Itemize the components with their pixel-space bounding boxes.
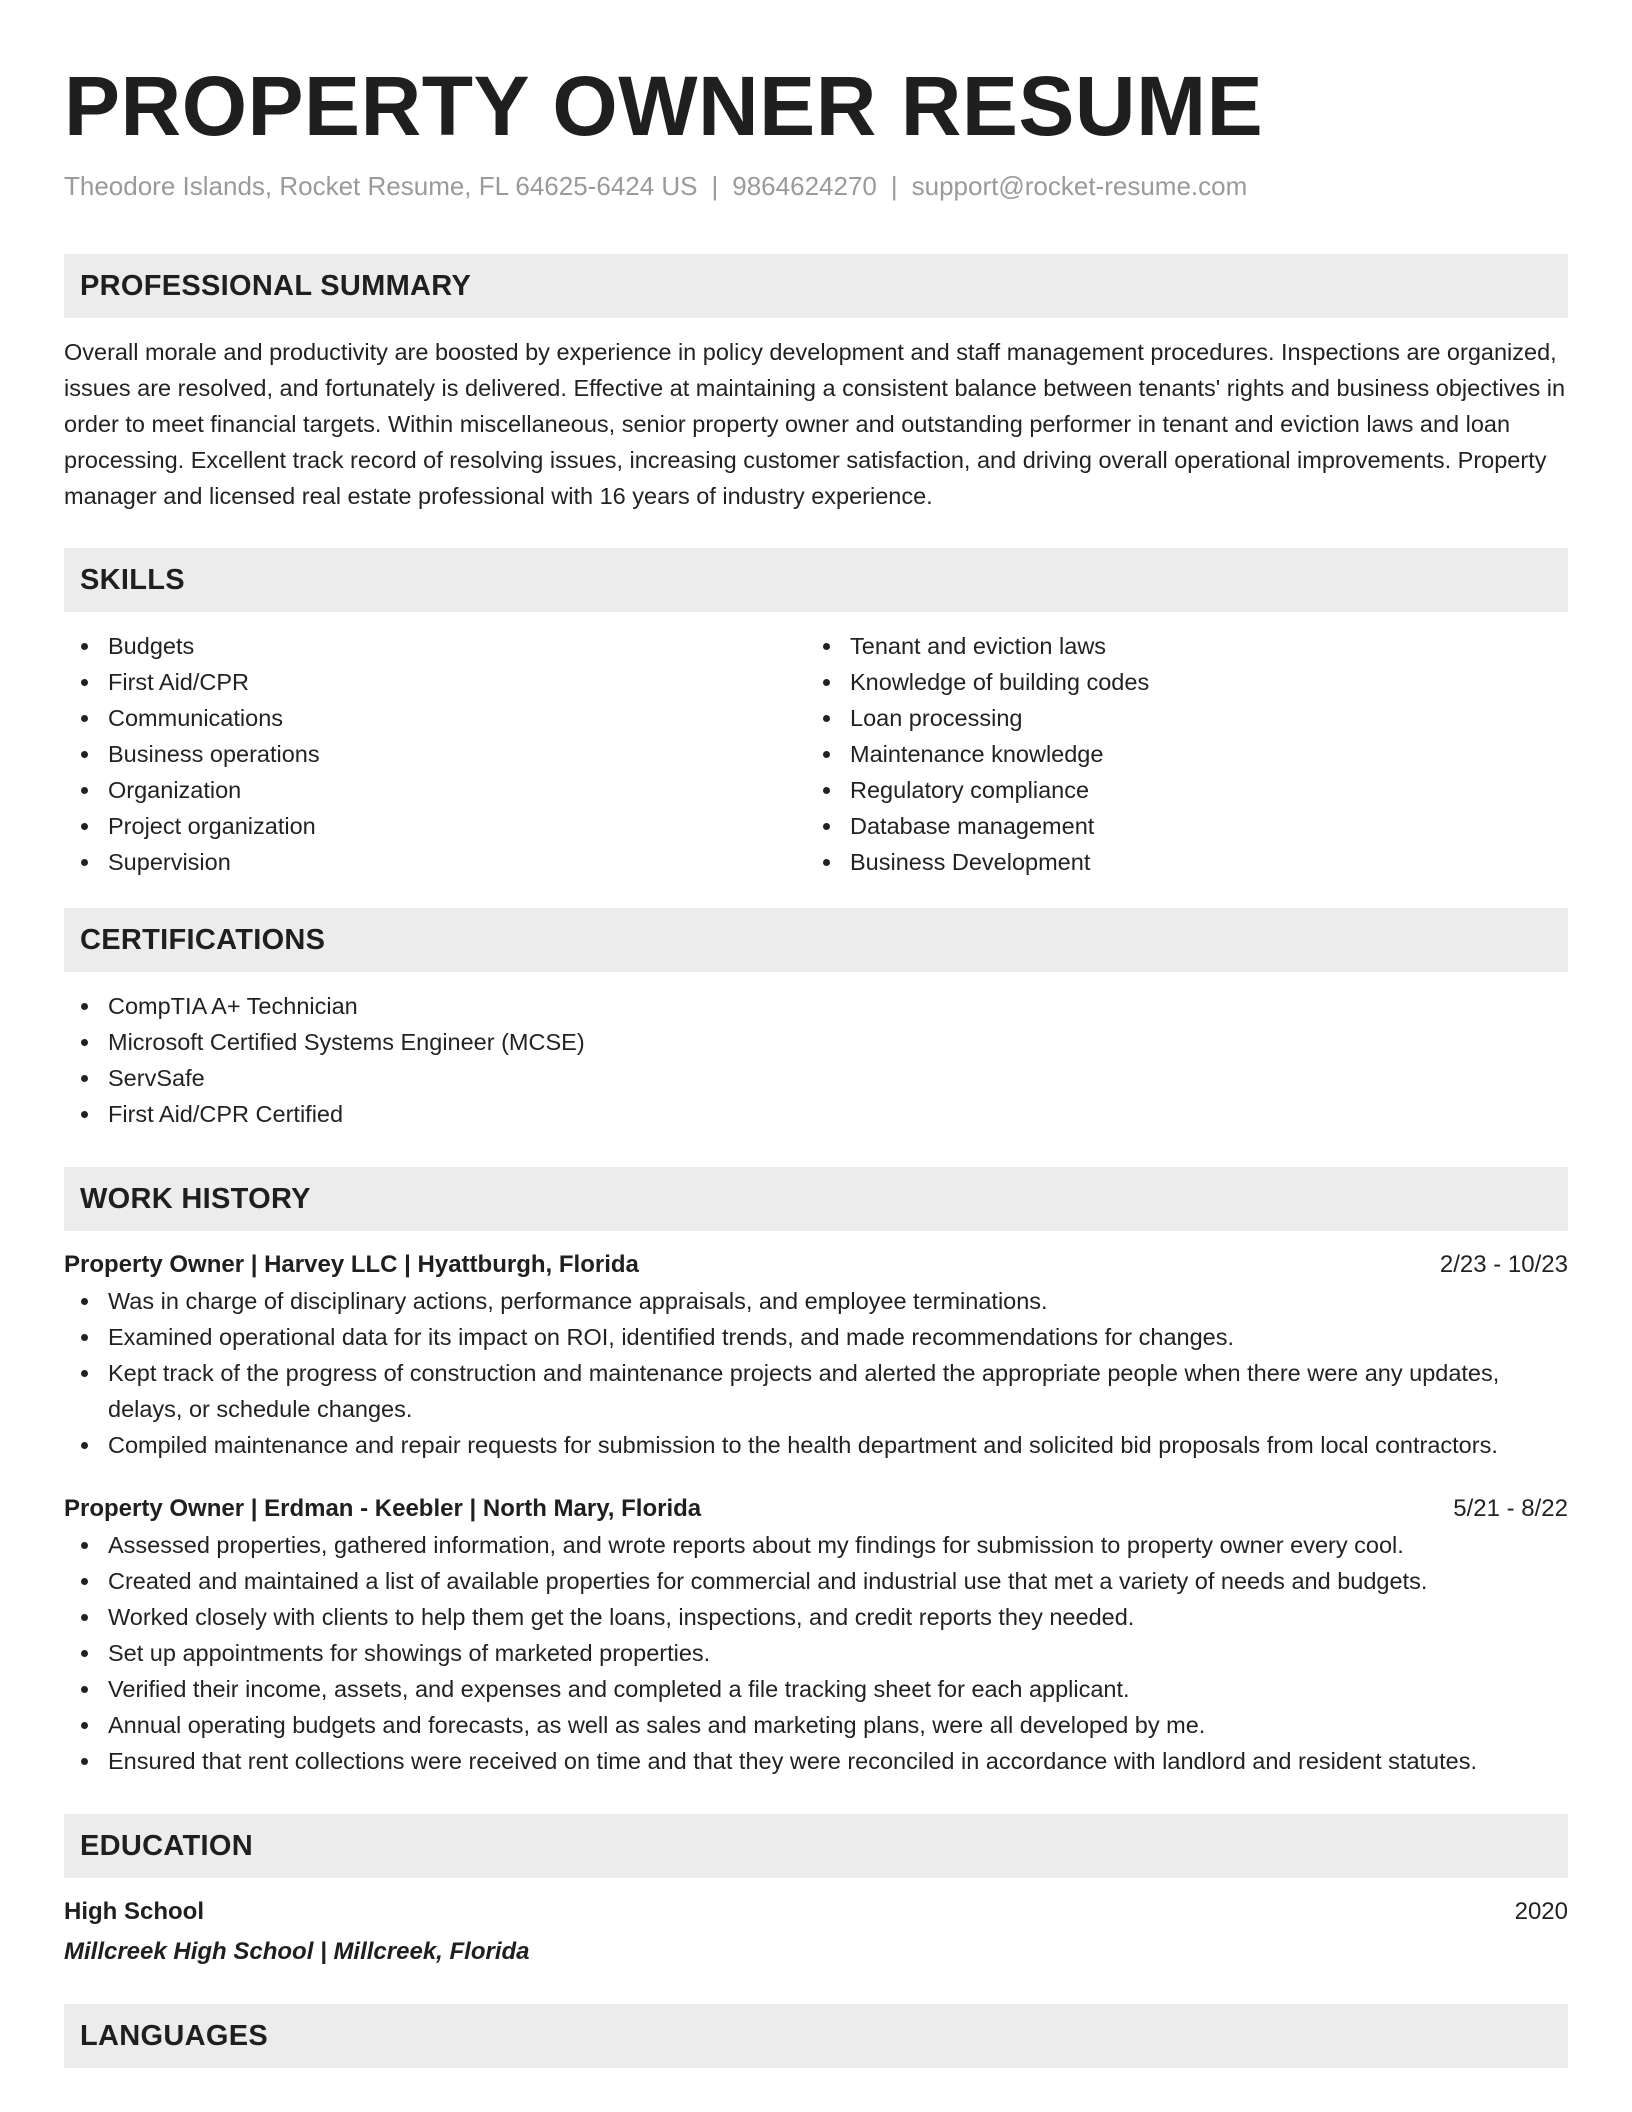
job-header: [64, 1491, 1568, 1527]
languages-section: [64, 2004, 1568, 2068]
job-duty: Examined operational data for its impact on ROI, identified trends, and made recommendations for changes.: [64, 1319, 1568, 1355]
work-history-heading: WORK HISTORY: [64, 1167, 1568, 1231]
skills-list-left: [64, 628, 806, 880]
summary-section: [64, 254, 1568, 514]
skill-item: Regulatory compliance: [806, 772, 1548, 808]
education-degree: High School: [64, 1898, 204, 1925]
skills-list-right: [806, 628, 1548, 880]
certification-item: First Aid/CPR Certified: [64, 1096, 1568, 1132]
skills-columns: [64, 628, 1568, 880]
skill-item: Business Development: [806, 844, 1548, 880]
certification-item: Microsoft Certified Systems Engineer (MCSE): [64, 1024, 1568, 1060]
education-heading: EDUCATION: [64, 1814, 1568, 1878]
education-section: [64, 1814, 1568, 1970]
job-duty: Compiled maintenance and repair requests for submission to the health department and solicited bid proposals from local contractors.: [64, 1427, 1568, 1463]
skill-item: Maintenance knowledge: [806, 736, 1548, 772]
skill-item: Project organization: [64, 808, 806, 844]
job-duty: Kept track of the progress of construction and maintenance projects and alerted the appropriate people when there were any updates, delays, or schedule changes.: [64, 1355, 1568, 1427]
job-dates: 2/23 - 10/23: [1439, 1251, 1568, 1278]
skill-item: Communications: [64, 700, 806, 736]
resume-title: PROPERTY OWNER RESUME: [64, 59, 1264, 153]
job-duties-list: [64, 1527, 1568, 1779]
skills-section: [64, 548, 1568, 880]
job-duty: Set up appointments for showings of marketed properties.: [64, 1635, 1568, 1671]
contact-phone: 9864624270: [732, 171, 877, 201]
job-duty: Verified their income, assets, and expenses and completed a file tracking sheet for each applicant.: [64, 1671, 1568, 1707]
job-header: [64, 1247, 1568, 1283]
job-duty: Assessed properties, gathered information, and wrote reports about my findings for submission to property owner every cool.: [64, 1527, 1568, 1563]
job-duty: Ensured that rent collections were received on time and that they were reconciled in accordance with landlord and resident statutes.: [64, 1743, 1568, 1779]
job-entry: [64, 1491, 1568, 1779]
skill-item: Knowledge of building codes: [806, 664, 1548, 700]
skill-item: Budgets: [64, 628, 806, 664]
skill-item: First Aid/CPR: [64, 664, 806, 700]
job-title: Property Owner | Erdman - Keebler | North Mary, Florida: [64, 1495, 702, 1522]
job-duty: Annual operating budgets and forecasts, as well as sales and marketing plans, were all developed by me.: [64, 1707, 1568, 1743]
work-history-section: [64, 1167, 1568, 1779]
languages-heading: LANGUAGES: [64, 2004, 1568, 2068]
certifications-list: [64, 988, 1568, 1132]
job-duty: Created and maintained a list of available properties for commercial and industrial use that met a variety of needs and budgets.: [64, 1563, 1568, 1599]
skill-item: Loan processing: [806, 700, 1548, 736]
contact-separator: |: [890, 171, 898, 201]
summary-heading: PROFESSIONAL SUMMARY: [64, 254, 1568, 318]
certification-item: ServSafe: [64, 1060, 1568, 1096]
education-header: [64, 1894, 1568, 1930]
summary-text: Overall morale and productivity are boosted by experience in policy development and staff management procedures. Inspections are organized, issues are resolved, and fortunately is delivered. Effective at maintaining a consistent balance between tenants' rights and business objectives in order to meet financial targets. Within miscellaneous, senior property owner and outstanding performer in tenant and eviction laws and loan processing. Excellent track record of resolving issues, increasing customer satisfaction, and driving overall operational improvements. Property manager and licensed real estate professional with 16 years of industry experience.: [64, 339, 1566, 509]
education-year: 2020: [1514, 1898, 1568, 1925]
skills-heading: SKILLS: [64, 548, 1568, 612]
job-dates: 5/21 - 8/22: [1453, 1495, 1568, 1522]
job-duty: Was in charge of disciplinary actions, performance appraisals, and employee terminations.: [64, 1283, 1568, 1319]
job-entry: [64, 1247, 1568, 1463]
contact-address: Theodore Islands, Rocket Resume, FL 64625-6424 US: [64, 171, 698, 201]
education-school: Millcreek High School | Millcreek, Florida: [64, 1938, 530, 1965]
contact-email: support@rocket-resume.com: [911, 171, 1248, 201]
skill-item: Database management: [806, 808, 1548, 844]
skill-item: Business operations: [64, 736, 806, 772]
certification-item: CompTIA A+ Technician: [64, 988, 1568, 1024]
job-duties-list: [64, 1283, 1568, 1463]
skill-item: Tenant and eviction laws: [806, 628, 1548, 664]
contact-line: [64, 168, 1568, 204]
job-title: Property Owner | Harvey LLC | Hyattburgh, Florida: [64, 1251, 639, 1278]
skill-item: Supervision: [64, 844, 806, 880]
skill-item: Organization: [64, 772, 806, 808]
job-duty: Worked closely with clients to help them get the loans, inspections, and credit reports they needed.: [64, 1599, 1568, 1635]
certifications-section: [64, 908, 1568, 1132]
contact-separator: |: [711, 171, 719, 201]
certifications-heading: CERTIFICATIONS: [64, 908, 1568, 972]
